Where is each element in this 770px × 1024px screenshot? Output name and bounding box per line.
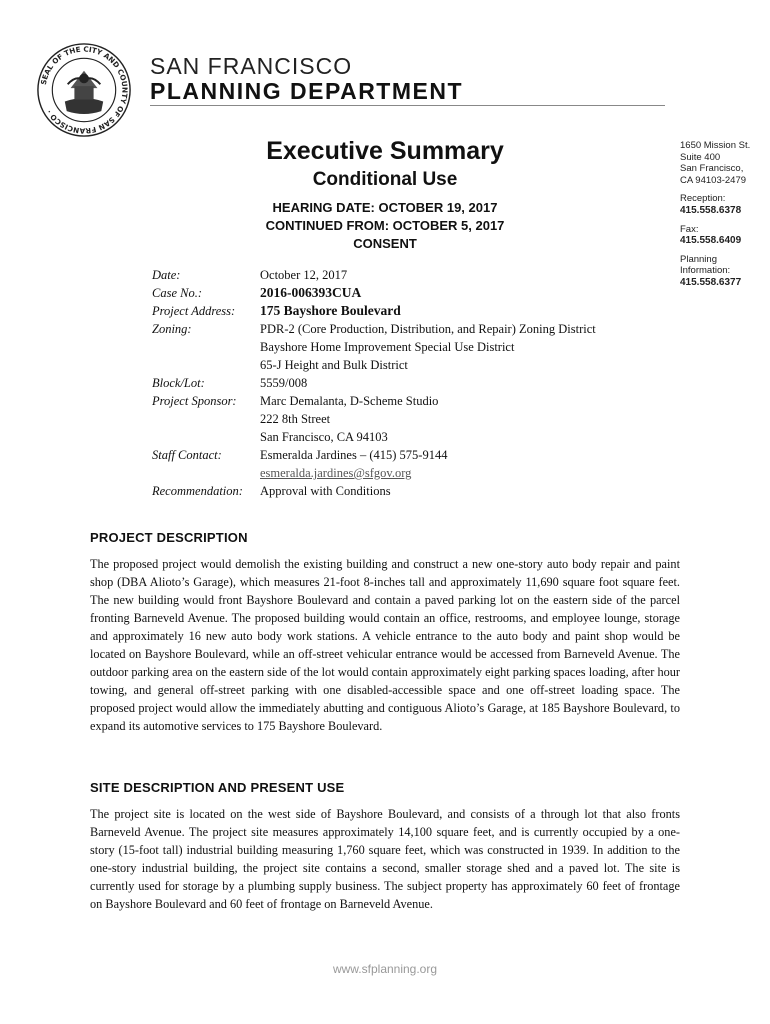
consent-label: CONSENT (353, 236, 417, 251)
planning-label: Planning (680, 253, 717, 265)
footer-url: www.sfplanning.org (332, 962, 438, 976)
sponsor-value: San Francisco, CA 94103 (260, 430, 388, 444)
zoning-label: Zoning: (152, 322, 192, 336)
sponsor-value: 222 8th Street (260, 412, 331, 426)
header-divider (150, 105, 665, 106)
contact-sidebar (680, 140, 768, 289)
project-address: 175 Bayshore Boulevard (260, 303, 401, 318)
fax-label: Fax: (680, 223, 699, 235)
planning-number: 415.558.6377 (680, 276, 742, 288)
site-description-section (90, 780, 680, 913)
block-lot-label: Block/Lot: (152, 376, 205, 390)
address-line: Suite 400 (680, 151, 721, 163)
zoning-value: Bayshore Home Improvement Special Use District (260, 340, 515, 354)
case-label: Case No.: (152, 286, 202, 300)
date-value: October 12, 2017 (260, 268, 348, 282)
date-label: Date: (152, 268, 181, 282)
department-name-line1: SAN FRANCISCO (150, 53, 353, 79)
continued-from: CONTINUED FROM: OCTOBER 5, 2017 (265, 218, 505, 233)
hearing-date: HEARING DATE: OCTOBER 19, 2017 (272, 200, 498, 215)
recommendation-value: Approval with Conditions (260, 484, 391, 498)
staff-email-link[interactable]: esmeralda.jardines@sfgov.org (260, 466, 412, 480)
fax-number: 415.558.6409 (680, 235, 742, 247)
svg-text:SEAL OF THE CITY AND COUNTY OF: SEAL OF THE CITY AND COUNTY OF SAN FRANCISCO · (38, 44, 130, 136)
document-subtitle: Conditional Use (312, 169, 458, 190)
address-line: San Francisco, (680, 163, 744, 175)
title-block (200, 135, 570, 253)
section-body: The proposed project would demolish the existing building and construct a new one-story auto body repair and paint shop (DBA Alioto’s Garage), which measures 21-foot 8-inches tall and approximately 11,690 square foot square feet. The new building would front Bayshore Boulevard and contain a paved parking lot on the eastern side of the parcel fronting Barneveld Avenue. The proposed building would contain an office, restrooms, and employee lounge, storage and approximately 16 new auto body work stations. A vehicle entrance to the auto body and paint shop would be located on Bayshore Boulevard, while an off-street vehicular entrance would be accessed from Barneveld Avenue. The outdoor parking area on the eastern side of the lot would contain approximately eight parking spaces loading, after hour towing, and general off-street parking with one disabled-accessible space and one off-street loading space. The proposed project would allow the immediately abutting and contiguous Alioto’s Garage, at 185 Bayshore Boulevard, to expand its automotive services to 175 Bayshore Boulevard. (90, 557, 680, 733)
department-name-line2: PLANNING DEPARTMENT (150, 78, 464, 104)
section-heading: SITE DESCRIPTION AND PRESENT USE (90, 780, 345, 795)
document-title: Executive Summary (266, 137, 504, 165)
zoning-value: 65-J Height and Bulk District (260, 358, 408, 372)
planning-label: Information: (680, 265, 731, 277)
case-number: 2016-006393CUA (260, 285, 362, 300)
address-line: CA 94103-2479 (680, 174, 747, 186)
case-info-table (152, 266, 596, 500)
project-description-section (90, 530, 680, 735)
address-label: Project Address: (152, 304, 236, 318)
staff-label: Staff Contact: (152, 448, 222, 462)
staff-contact: Esmeralda Jardines – (415) 575-9144 (260, 448, 448, 462)
recommendation-label: Recommendation: (152, 484, 243, 498)
sponsor-label: Project Sponsor: (152, 394, 237, 408)
zoning-value: PDR-2 (Core Production, Distribution, and Repair) Zoning District (260, 322, 596, 336)
block-lot-value: 5559/008 (260, 376, 308, 390)
reception-label: Reception: (680, 193, 726, 205)
city-seal-logo (36, 42, 132, 138)
sponsor-value: Marc Demalanta, D-Scheme Studio (260, 394, 439, 408)
section-heading: PROJECT DESCRIPTION (90, 530, 248, 545)
address-line: 1650 Mission St. (680, 140, 751, 151)
reception-number: 415.558.6378 (680, 204, 742, 216)
section-body: The project site is located on the west side of Bayshore Boulevard, and consists of a through lot that also fronts Barneveld Avenue. The project site measures approximately 14,100 square feet, and is currently occupied by a one-story (15-foot tall) industrial building measuring 1,760 square feet, which was constructed in 1939. In addition to the one-story industrial building, the project site contains a second, smaller storage shed and a paved lot. The site is currently used for storage by a plumbing supply business. The subject property has approximately 60 feet of frontage on Bayshore Boulevard and 60 feet of frontage on Barneveld Avenue. (90, 807, 680, 911)
